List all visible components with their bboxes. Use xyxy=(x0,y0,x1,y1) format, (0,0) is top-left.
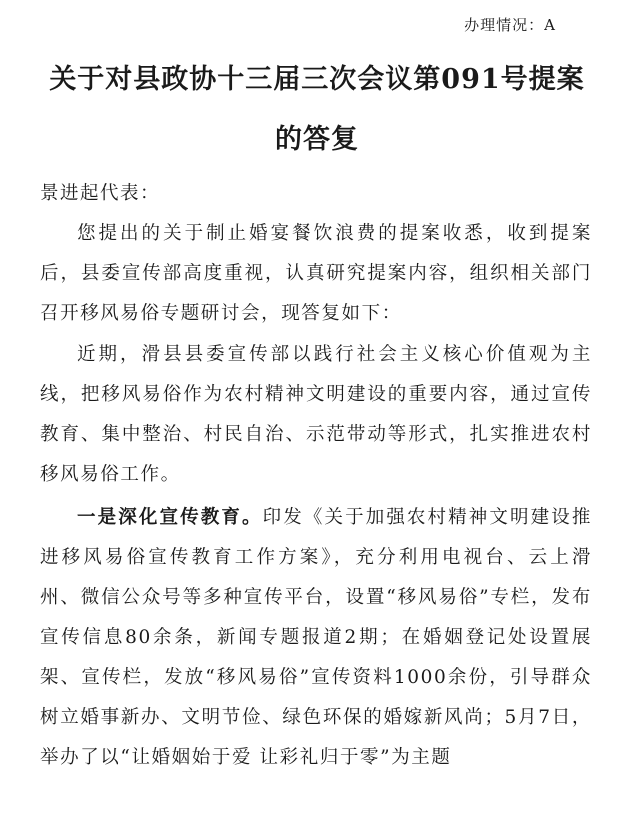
paragraph-3-text: 印发《关于加强农村精神文明建设推进移风易俗宣传教育工作方案》，充分利用电视台、云上滑州、微信公众号等多种宣传平台，设置“移风易俗”专栏，发布宣传信息80余条，新闻专题报道2期；在婚姻登记处设置展架、宣传栏，发放“移风易俗”宣传资料1000余份，引导群众树立婚事新办、文明节俭、绿色环保的婚嫁新风尚；5月7日，举办了以“让婚姻始于爱 让彩礼归于零”为主题 xyxy=(40,507,592,768)
salutation: 景进起代表： xyxy=(40,183,161,204)
paragraph-3 xyxy=(40,498,592,778)
paragraph-1 xyxy=(40,214,592,334)
document-title-line-2: 的答复 xyxy=(275,124,359,155)
status-label: 办理情况：A xyxy=(464,16,556,34)
paragraph-3-lead: 一是深化宣传教育。 xyxy=(77,507,263,528)
paragraph-2-text: 近期，滑县县委宣传部以践行社会主义核心价值观为主线，把移风易俗作为农村精神文明建设的重要内容，通过宣传教育、集中整治、村民自治、示范带动等形式，扎实推进农村移风易俗工作。 xyxy=(40,344,592,485)
paragraph-1-text: 您提出的关于制止婚宴餐饮浪费的提案收悉，收到提案后，县委宣传部高度重视，认真研究提案内容，组织相关部门召开移风易俗专题研讨会，现答复如下： xyxy=(40,223,592,324)
document-title-line-1: 关于对县政协十三届三次会议第091号提案 xyxy=(49,64,585,95)
paragraph-2 xyxy=(40,335,592,495)
